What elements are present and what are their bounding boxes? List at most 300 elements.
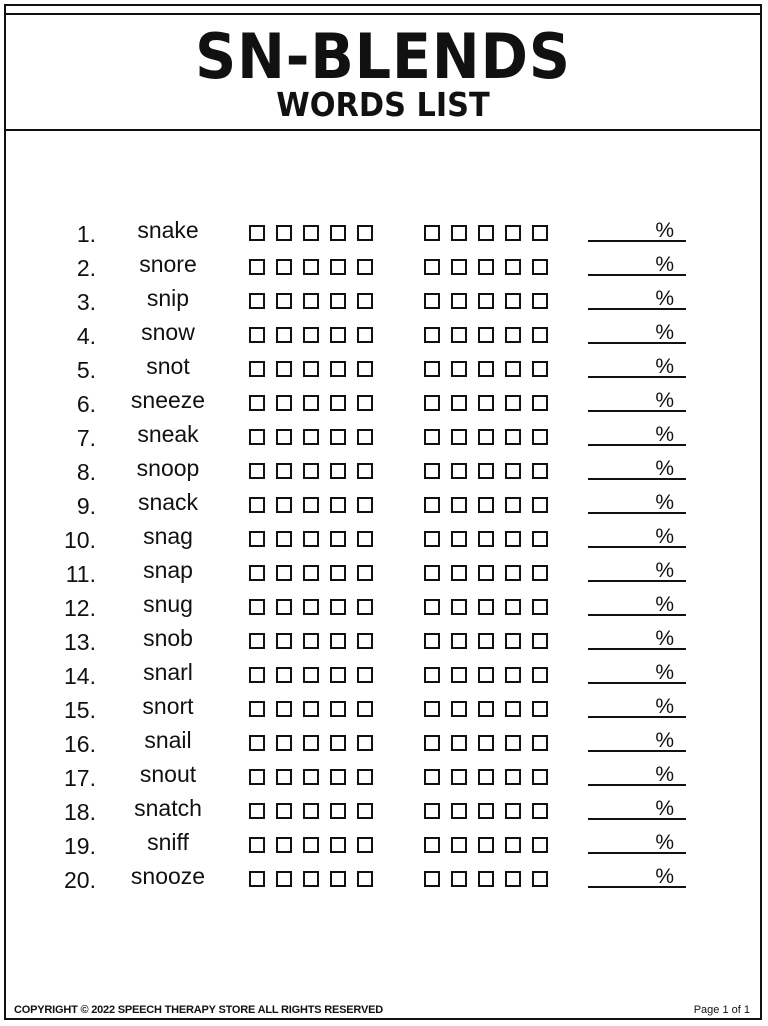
trial-checkbox[interactable] bbox=[532, 429, 548, 445]
percent-field[interactable] bbox=[588, 457, 686, 480]
checkbox-group-1 bbox=[249, 769, 384, 785]
trial-checkbox[interactable] bbox=[330, 769, 346, 785]
checkbox-group-1 bbox=[249, 429, 384, 445]
checkbox-group-2 bbox=[424, 735, 559, 751]
word-row bbox=[0, 794, 768, 828]
trial-checkbox[interactable] bbox=[532, 259, 548, 275]
trial-checkbox[interactable] bbox=[532, 871, 548, 887]
trial-checkbox[interactable] bbox=[276, 599, 292, 615]
trial-checkbox[interactable] bbox=[451, 837, 467, 853]
trial-checkbox[interactable] bbox=[303, 599, 319, 615]
trial-checkbox[interactable] bbox=[276, 565, 292, 581]
percent-symbol: % bbox=[655, 457, 674, 480]
trial-checkbox[interactable] bbox=[451, 259, 467, 275]
trial-checkbox[interactable] bbox=[532, 803, 548, 819]
trial-checkbox[interactable] bbox=[424, 599, 440, 615]
trial-checkbox[interactable] bbox=[249, 497, 265, 513]
trial-checkbox[interactable] bbox=[451, 667, 467, 683]
percent-symbol: % bbox=[655, 865, 674, 888]
trial-checkbox[interactable] bbox=[451, 565, 467, 581]
trial-checkbox[interactable] bbox=[505, 701, 521, 717]
page-number: Page 1 of 1 bbox=[693, 1004, 750, 1016]
trial-checkbox[interactable] bbox=[424, 565, 440, 581]
trial-checkbox[interactable] bbox=[424, 361, 440, 377]
trial-checkbox[interactable] bbox=[478, 871, 494, 887]
trial-checkbox[interactable] bbox=[276, 701, 292, 717]
checkbox-group-2 bbox=[424, 259, 559, 275]
percent-field[interactable] bbox=[588, 865, 686, 888]
trial-checkbox[interactable] bbox=[249, 327, 265, 343]
trial-checkbox[interactable] bbox=[303, 701, 319, 717]
trial-checkbox[interactable] bbox=[357, 769, 373, 785]
trial-checkbox[interactable] bbox=[303, 293, 319, 309]
header bbox=[4, 13, 762, 131]
trial-checkbox[interactable] bbox=[451, 225, 467, 241]
trial-checkbox[interactable] bbox=[330, 871, 346, 887]
word-label: sniff bbox=[147, 829, 189, 855]
trial-checkbox[interactable] bbox=[532, 633, 548, 649]
trial-checkbox[interactable] bbox=[532, 327, 548, 343]
trial-checkbox[interactable] bbox=[249, 599, 265, 615]
trial-checkbox[interactable] bbox=[532, 361, 548, 377]
trial-checkbox[interactable] bbox=[424, 701, 440, 717]
trial-checkbox[interactable] bbox=[303, 633, 319, 649]
trial-checkbox[interactable] bbox=[357, 633, 373, 649]
trial-checkbox[interactable] bbox=[505, 565, 521, 581]
percent-field[interactable] bbox=[588, 355, 686, 378]
percent-field[interactable] bbox=[588, 661, 686, 684]
percent-symbol: % bbox=[655, 797, 674, 820]
trial-checkbox[interactable] bbox=[330, 327, 346, 343]
trial-checkbox[interactable] bbox=[330, 293, 346, 309]
percent-field[interactable] bbox=[588, 219, 686, 242]
trial-checkbox[interactable] bbox=[249, 701, 265, 717]
trial-checkbox[interactable] bbox=[276, 633, 292, 649]
trial-checkbox[interactable] bbox=[505, 429, 521, 445]
trial-checkbox[interactable] bbox=[478, 837, 494, 853]
trial-checkbox[interactable] bbox=[424, 803, 440, 819]
trial-checkbox[interactable] bbox=[303, 837, 319, 853]
trial-checkbox[interactable] bbox=[330, 667, 346, 683]
trial-checkbox[interactable] bbox=[303, 735, 319, 751]
word-row bbox=[0, 760, 768, 794]
trial-checkbox[interactable] bbox=[532, 497, 548, 513]
trial-checkbox[interactable] bbox=[424, 735, 440, 751]
word-row bbox=[0, 692, 768, 726]
trial-checkbox[interactable] bbox=[303, 429, 319, 445]
word-row bbox=[0, 454, 768, 488]
trial-checkbox[interactable] bbox=[276, 497, 292, 513]
trial-checkbox[interactable] bbox=[330, 463, 346, 479]
trial-checkbox[interactable] bbox=[276, 667, 292, 683]
trial-checkbox[interactable] bbox=[532, 463, 548, 479]
percent-symbol: % bbox=[655, 491, 674, 514]
trial-checkbox[interactable] bbox=[478, 667, 494, 683]
word-label: snort bbox=[142, 693, 194, 719]
trial-checkbox[interactable] bbox=[357, 531, 373, 547]
percent-field[interactable] bbox=[588, 593, 686, 616]
trial-checkbox[interactable] bbox=[478, 463, 494, 479]
trial-checkbox[interactable] bbox=[276, 531, 292, 547]
trial-checkbox[interactable] bbox=[249, 259, 265, 275]
trial-checkbox[interactable] bbox=[276, 871, 292, 887]
trial-checkbox[interactable] bbox=[303, 769, 319, 785]
trial-checkbox[interactable] bbox=[451, 293, 467, 309]
trial-checkbox[interactable] bbox=[303, 565, 319, 581]
trial-checkbox[interactable] bbox=[276, 327, 292, 343]
word-label: snag bbox=[143, 523, 193, 549]
trial-checkbox[interactable] bbox=[330, 361, 346, 377]
trial-checkbox[interactable] bbox=[478, 327, 494, 343]
checkbox-group-1 bbox=[249, 259, 384, 275]
trial-checkbox[interactable] bbox=[451, 497, 467, 513]
trial-checkbox[interactable] bbox=[276, 293, 292, 309]
trial-checkbox[interactable] bbox=[357, 293, 373, 309]
trial-checkbox[interactable] bbox=[249, 225, 265, 241]
word-label: snatch bbox=[134, 795, 202, 821]
trial-checkbox[interactable] bbox=[505, 395, 521, 411]
trial-checkbox[interactable] bbox=[357, 735, 373, 751]
word-row bbox=[0, 862, 768, 896]
trial-checkbox[interactable] bbox=[478, 293, 494, 309]
word-label: sneeze bbox=[130, 387, 206, 413]
trial-checkbox[interactable] bbox=[249, 293, 265, 309]
word-list bbox=[0, 216, 768, 896]
word-row bbox=[0, 522, 768, 556]
trial-checkbox[interactable] bbox=[303, 667, 319, 683]
trial-checkbox[interactable] bbox=[357, 259, 373, 275]
trial-checkbox[interactable] bbox=[478, 225, 494, 241]
percent-field[interactable] bbox=[588, 321, 686, 344]
trial-checkbox[interactable] bbox=[505, 735, 521, 751]
checkbox-group-1 bbox=[249, 531, 384, 547]
percent-symbol: % bbox=[655, 627, 674, 650]
trial-checkbox[interactable] bbox=[451, 769, 467, 785]
percent-field[interactable] bbox=[588, 253, 686, 276]
trial-checkbox[interactable] bbox=[478, 497, 494, 513]
trial-checkbox[interactable] bbox=[330, 225, 346, 241]
trial-checkbox[interactable] bbox=[505, 633, 521, 649]
trial-checkbox[interactable] bbox=[330, 701, 346, 717]
word-row bbox=[0, 386, 768, 420]
trial-checkbox[interactable] bbox=[478, 803, 494, 819]
trial-checkbox[interactable] bbox=[451, 599, 467, 615]
checkbox-group-2 bbox=[424, 225, 559, 241]
percent-field[interactable] bbox=[588, 423, 686, 446]
trial-checkbox[interactable] bbox=[276, 429, 292, 445]
checkbox-group-2 bbox=[424, 395, 559, 411]
trial-checkbox[interactable] bbox=[424, 667, 440, 683]
checkbox-group-1 bbox=[249, 633, 384, 649]
trial-checkbox[interactable] bbox=[276, 769, 292, 785]
percent-symbol: % bbox=[655, 355, 674, 378]
trial-checkbox[interactable] bbox=[357, 871, 373, 887]
trial-checkbox[interactable] bbox=[424, 395, 440, 411]
word-row bbox=[0, 726, 768, 760]
trial-checkbox[interactable] bbox=[451, 701, 467, 717]
percent-field[interactable] bbox=[588, 287, 686, 310]
trial-checkbox[interactable] bbox=[505, 225, 521, 241]
trial-checkbox[interactable] bbox=[505, 599, 521, 615]
trial-checkbox[interactable] bbox=[330, 497, 346, 513]
trial-checkbox[interactable] bbox=[357, 327, 373, 343]
trial-checkbox[interactable] bbox=[424, 531, 440, 547]
trial-checkbox[interactable] bbox=[303, 327, 319, 343]
trial-checkbox[interactable] bbox=[249, 633, 265, 649]
trial-checkbox[interactable] bbox=[276, 837, 292, 853]
word-number: 17. bbox=[64, 765, 96, 791]
trial-checkbox[interactable] bbox=[276, 361, 292, 377]
trial-checkbox[interactable] bbox=[249, 531, 265, 547]
trial-checkbox[interactable] bbox=[451, 531, 467, 547]
trial-checkbox[interactable] bbox=[249, 769, 265, 785]
trial-checkbox[interactable] bbox=[505, 803, 521, 819]
trial-checkbox[interactable] bbox=[303, 395, 319, 411]
checkbox-group-2 bbox=[424, 837, 559, 853]
checkbox-group-1 bbox=[249, 565, 384, 581]
checkbox-group-1 bbox=[249, 225, 384, 241]
trial-checkbox[interactable] bbox=[451, 803, 467, 819]
percent-field[interactable] bbox=[588, 627, 686, 650]
trial-checkbox[interactable] bbox=[478, 735, 494, 751]
trial-checkbox[interactable] bbox=[249, 735, 265, 751]
trial-checkbox[interactable] bbox=[505, 259, 521, 275]
word-label: snug bbox=[143, 591, 193, 617]
trial-checkbox[interactable] bbox=[303, 259, 319, 275]
trial-checkbox[interactable] bbox=[451, 361, 467, 377]
trial-checkbox[interactable] bbox=[478, 429, 494, 445]
trial-checkbox[interactable] bbox=[505, 667, 521, 683]
trial-checkbox[interactable] bbox=[505, 531, 521, 547]
trial-checkbox[interactable] bbox=[330, 429, 346, 445]
trial-checkbox[interactable] bbox=[532, 667, 548, 683]
percent-symbol: % bbox=[655, 763, 674, 786]
trial-checkbox[interactable] bbox=[451, 871, 467, 887]
trial-checkbox[interactable] bbox=[330, 395, 346, 411]
trial-checkbox[interactable] bbox=[451, 395, 467, 411]
trial-checkbox[interactable] bbox=[357, 463, 373, 479]
trial-checkbox[interactable] bbox=[424, 463, 440, 479]
word-number: 7. bbox=[76, 425, 96, 451]
trial-checkbox[interactable] bbox=[505, 497, 521, 513]
trial-checkbox[interactable] bbox=[330, 735, 346, 751]
percent-symbol: % bbox=[655, 593, 674, 616]
trial-checkbox[interactable] bbox=[424, 871, 440, 887]
percent-symbol: % bbox=[655, 729, 674, 752]
trial-checkbox[interactable] bbox=[249, 803, 265, 819]
trial-checkbox[interactable] bbox=[303, 497, 319, 513]
trial-checkbox[interactable] bbox=[478, 565, 494, 581]
trial-checkbox[interactable] bbox=[357, 497, 373, 513]
word-row bbox=[0, 624, 768, 658]
trial-checkbox[interactable] bbox=[330, 803, 346, 819]
word-number: 2. bbox=[76, 255, 96, 281]
word-label: sneak bbox=[137, 421, 199, 447]
trial-checkbox[interactable] bbox=[249, 837, 265, 853]
trial-checkbox[interactable] bbox=[424, 633, 440, 649]
trial-checkbox[interactable] bbox=[424, 259, 440, 275]
trial-checkbox[interactable] bbox=[451, 633, 467, 649]
checkbox-group-1 bbox=[249, 463, 384, 479]
trial-checkbox[interactable] bbox=[451, 429, 467, 445]
trial-checkbox[interactable] bbox=[505, 463, 521, 479]
checkbox-group-1 bbox=[249, 395, 384, 411]
trial-checkbox[interactable] bbox=[424, 225, 440, 241]
trial-checkbox[interactable] bbox=[276, 735, 292, 751]
percent-field[interactable] bbox=[588, 389, 686, 412]
word-row bbox=[0, 216, 768, 250]
trial-checkbox[interactable] bbox=[303, 463, 319, 479]
checkbox-group-1 bbox=[249, 293, 384, 309]
trial-checkbox[interactable] bbox=[532, 225, 548, 241]
page-title: SN-BLENDS bbox=[195, 20, 571, 93]
percent-symbol: % bbox=[655, 287, 674, 310]
checkbox-group-2 bbox=[424, 293, 559, 309]
trial-checkbox[interactable] bbox=[357, 803, 373, 819]
trial-checkbox[interactable] bbox=[276, 463, 292, 479]
trial-checkbox[interactable] bbox=[532, 701, 548, 717]
trial-checkbox[interactable] bbox=[330, 565, 346, 581]
word-number: 12. bbox=[64, 595, 96, 621]
trial-checkbox[interactable] bbox=[478, 701, 494, 717]
trial-checkbox[interactable] bbox=[532, 735, 548, 751]
checkbox-group-1 bbox=[249, 735, 384, 751]
trial-checkbox[interactable] bbox=[330, 599, 346, 615]
trial-checkbox[interactable] bbox=[451, 735, 467, 751]
trial-checkbox[interactable] bbox=[276, 225, 292, 241]
trial-checkbox[interactable] bbox=[357, 429, 373, 445]
word-label: snob bbox=[143, 625, 193, 651]
trial-checkbox[interactable] bbox=[303, 531, 319, 547]
percent-field[interactable] bbox=[588, 831, 686, 854]
copyright-notice: COPYRIGHT © 2022 SPEECH THERAPY STORE ALL RIGHTS RESERVED bbox=[14, 1004, 383, 1016]
trial-checkbox[interactable] bbox=[249, 667, 265, 683]
percent-field[interactable] bbox=[588, 729, 686, 752]
checkbox-group-1 bbox=[249, 497, 384, 513]
trial-checkbox[interactable] bbox=[330, 633, 346, 649]
trial-checkbox[interactable] bbox=[357, 667, 373, 683]
trial-checkbox[interactable] bbox=[357, 395, 373, 411]
trial-checkbox[interactable] bbox=[357, 837, 373, 853]
trial-checkbox[interactable] bbox=[303, 803, 319, 819]
trial-checkbox[interactable] bbox=[505, 293, 521, 309]
word-label: snot bbox=[146, 353, 190, 379]
word-row bbox=[0, 556, 768, 590]
percent-symbol: % bbox=[655, 661, 674, 684]
trial-checkbox[interactable] bbox=[532, 769, 548, 785]
trial-checkbox[interactable] bbox=[424, 769, 440, 785]
checkbox-group-1 bbox=[249, 361, 384, 377]
trial-checkbox[interactable] bbox=[424, 497, 440, 513]
word-label: snip bbox=[146, 285, 190, 311]
trial-checkbox[interactable] bbox=[330, 837, 346, 853]
trial-checkbox[interactable] bbox=[478, 599, 494, 615]
trial-checkbox[interactable] bbox=[249, 463, 265, 479]
trial-checkbox[interactable] bbox=[532, 837, 548, 853]
percent-symbol: % bbox=[655, 831, 674, 854]
word-number: 20. bbox=[64, 867, 96, 893]
trial-checkbox[interactable] bbox=[357, 361, 373, 377]
percent-field[interactable] bbox=[588, 559, 686, 582]
percent-field[interactable] bbox=[588, 525, 686, 548]
trial-checkbox[interactable] bbox=[303, 361, 319, 377]
trial-checkbox[interactable] bbox=[505, 837, 521, 853]
word-label: snap bbox=[143, 557, 193, 583]
trial-checkbox[interactable] bbox=[276, 395, 292, 411]
trial-checkbox[interactable] bbox=[505, 327, 521, 343]
trial-checkbox[interactable] bbox=[505, 769, 521, 785]
trial-checkbox[interactable] bbox=[357, 599, 373, 615]
trial-checkbox[interactable] bbox=[505, 361, 521, 377]
trial-checkbox[interactable] bbox=[276, 259, 292, 275]
trial-checkbox[interactable] bbox=[532, 599, 548, 615]
trial-checkbox[interactable] bbox=[478, 769, 494, 785]
trial-checkbox[interactable] bbox=[249, 395, 265, 411]
word-label: snooze bbox=[130, 863, 206, 889]
trial-checkbox[interactable] bbox=[357, 701, 373, 717]
percent-field[interactable] bbox=[588, 695, 686, 718]
trial-checkbox[interactable] bbox=[424, 837, 440, 853]
checkbox-group-2 bbox=[424, 497, 559, 513]
word-row bbox=[0, 828, 768, 862]
percent-symbol: % bbox=[655, 389, 674, 412]
word-number: 16. bbox=[64, 731, 96, 757]
trial-checkbox[interactable] bbox=[532, 293, 548, 309]
trial-checkbox[interactable] bbox=[532, 395, 548, 411]
trial-checkbox[interactable] bbox=[451, 463, 467, 479]
trial-checkbox[interactable] bbox=[424, 429, 440, 445]
trial-checkbox[interactable] bbox=[478, 361, 494, 377]
trial-checkbox[interactable] bbox=[478, 395, 494, 411]
percent-field[interactable] bbox=[588, 797, 686, 820]
trial-checkbox[interactable] bbox=[249, 361, 265, 377]
word-number: 1. bbox=[76, 221, 96, 247]
trial-checkbox[interactable] bbox=[330, 531, 346, 547]
trial-checkbox[interactable] bbox=[505, 871, 521, 887]
percent-symbol: % bbox=[655, 219, 674, 242]
word-number: 8. bbox=[76, 459, 96, 485]
percent-field[interactable] bbox=[588, 763, 686, 786]
trial-checkbox[interactable] bbox=[249, 871, 265, 887]
trial-checkbox[interactable] bbox=[478, 633, 494, 649]
trial-checkbox[interactable] bbox=[478, 259, 494, 275]
word-number: 4. bbox=[76, 323, 96, 349]
trial-checkbox[interactable] bbox=[249, 429, 265, 445]
trial-checkbox[interactable] bbox=[357, 225, 373, 241]
trial-checkbox[interactable] bbox=[357, 565, 373, 581]
percent-symbol: % bbox=[655, 253, 674, 276]
checkbox-group-2 bbox=[424, 327, 559, 343]
percent-symbol: % bbox=[655, 321, 674, 344]
trial-checkbox[interactable] bbox=[276, 803, 292, 819]
trial-checkbox[interactable] bbox=[303, 871, 319, 887]
checkbox-group-2 bbox=[424, 565, 559, 581]
trial-checkbox[interactable] bbox=[532, 565, 548, 581]
trial-checkbox[interactable] bbox=[451, 327, 467, 343]
word-row bbox=[0, 590, 768, 624]
word-number: 14. bbox=[64, 663, 96, 689]
trial-checkbox[interactable] bbox=[532, 531, 548, 547]
trial-checkbox[interactable] bbox=[424, 327, 440, 343]
checkbox-group-2 bbox=[424, 531, 559, 547]
percent-field[interactable] bbox=[588, 491, 686, 514]
trial-checkbox[interactable] bbox=[330, 259, 346, 275]
trial-checkbox[interactable] bbox=[478, 531, 494, 547]
trial-checkbox[interactable] bbox=[303, 225, 319, 241]
trial-checkbox[interactable] bbox=[249, 565, 265, 581]
trial-checkbox[interactable] bbox=[424, 293, 440, 309]
word-number: 15. bbox=[64, 697, 96, 723]
